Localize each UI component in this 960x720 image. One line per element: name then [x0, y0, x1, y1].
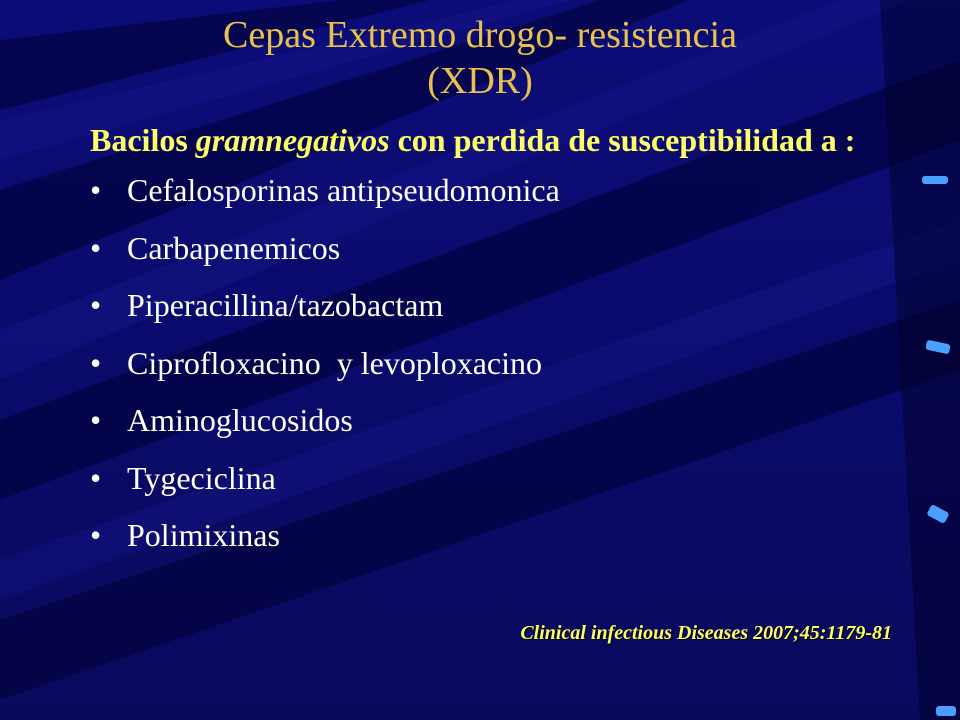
bullet-item — [90, 343, 890, 383]
bullet-dot-icon: • — [90, 517, 102, 553]
bullet-item — [90, 515, 890, 555]
edge-accent-mark — [922, 176, 948, 184]
bullet-item — [90, 228, 890, 268]
bullet-item — [90, 400, 890, 440]
bullet-text: Piperacillina/tazobactam — [127, 287, 444, 323]
intro-italic-term: gramnegativos — [195, 122, 390, 158]
bullet-dot-icon: • — [90, 344, 102, 381]
slide-title — [90, 12, 870, 104]
slide-content — [90, 120, 890, 573]
bullet-text: Ciprofloxacino y levoploxacino — [127, 344, 543, 381]
bullet-text: Tygeciclina — [127, 459, 276, 496]
title-line-2: (XDR) — [427, 60, 533, 102]
bullet-dot-icon: • — [90, 172, 102, 208]
bullet-dot-icon: • — [90, 459, 102, 496]
edge-accent-mark — [936, 706, 956, 716]
bullet-item — [90, 170, 890, 210]
bullet-text: Aminoglucosidos — [127, 402, 353, 438]
citation-reference: Clinical infectious Diseases 2007;45:1179-81 — [520, 622, 892, 644]
bullet-text: Cefalosporinas antipseudomonica — [127, 172, 560, 208]
bullet-dot-icon: • — [90, 402, 102, 438]
intro-text-end: con perdida de susceptibilidad a : — [389, 122, 856, 158]
bullet-list — [90, 170, 890, 555]
title-line-1: Cepas Extremo drogo- resistencia — [223, 14, 737, 56]
bullet-text: Polimixinas — [127, 517, 280, 553]
intro-paragraph — [90, 120, 890, 160]
bullet-dot-icon: • — [90, 287, 102, 323]
bullet-dot-icon: • — [90, 229, 102, 266]
bullet-text: Carbapenemicos — [127, 229, 341, 266]
bullet-item — [90, 285, 890, 325]
intro-text-start: Bacilos — [90, 122, 196, 158]
bullet-item — [90, 458, 890, 498]
